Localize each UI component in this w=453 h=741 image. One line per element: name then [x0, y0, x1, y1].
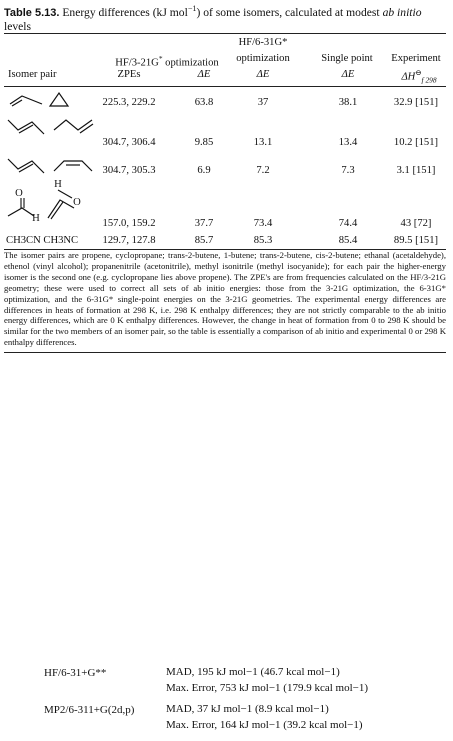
trans-2-butene-structure [6, 116, 48, 138]
row5-zpe: 129.7, 127.8 [102, 235, 156, 246]
row3-exp: 3.1 [151] [396, 165, 436, 176]
header-hf321-group: HF/3-21G* optimization [115, 54, 219, 69]
method-mp2: MP2/6-311+G(2d,p) [44, 704, 135, 716]
header-isomer-pair: Isomer pair [8, 69, 57, 80]
row3-de1: 6.9 [197, 165, 211, 176]
row3-zpe: 304.7, 305.3 [102, 165, 156, 176]
row4-exp: 43 [72] [400, 218, 432, 229]
hf631-mad-line: MAD, 195 kJ mol−1 (46.7 kcal mol−1) [166, 666, 340, 678]
header-hf631-line1: HF/6-31G* [238, 37, 288, 48]
header-delta-e-2: ΔE [256, 69, 270, 80]
trans-2-butene-structure-2 [6, 155, 48, 177]
row1-zpe: 225.3, 229.2 [102, 97, 156, 108]
caption-text: Energy differences (kJ mol [62, 5, 188, 19]
row2-de3: 13.4 [338, 137, 358, 148]
caption-italic: ab initio [382, 5, 422, 19]
ethenol-o-label: O [73, 197, 81, 208]
header-hf631-line2: optimization [236, 53, 290, 64]
caption-text-cont: ) of some isomers, calculated at modest [196, 5, 380, 19]
mp2-mad-line: MAD, 37 kJ mol−1 (8.9 kcal mol−1) [166, 703, 329, 715]
mp2-max-error-line: Max. Error, 164 kJ mol−1 (39.2 kcal mol−1) [166, 719, 363, 731]
row2-zpe: 304.7, 306.4 [102, 137, 156, 148]
row4-zpe: 157.0, 159.2 [102, 218, 156, 229]
row5-exp: 89.5 [151] [393, 235, 439, 246]
caption-unit-exponent: −1 [187, 4, 197, 13]
ethanal-o-label: O [15, 188, 23, 199]
header-single-point: Single point [321, 53, 373, 64]
row4-de3: 74.4 [338, 218, 358, 229]
row3-de2: 7.2 [256, 165, 270, 176]
hf631-max-error-line: Max. Error, 753 kJ mol−1 (179.9 kcal mol−1) [166, 682, 368, 694]
table-label: Table 5.13. [4, 6, 60, 19]
row5-de2: 85.3 [253, 235, 273, 246]
header-experiment: Experiment [391, 53, 441, 64]
row4-de1: 37.7 [194, 218, 214, 229]
header-delta-e-1: ΔE [197, 69, 211, 80]
header-zpes: ZPEs [117, 69, 141, 80]
cis-2-butene-structure [52, 157, 96, 175]
row5-pair: CH3CN CH3NC [6, 235, 79, 246]
ethanal-h-label: H [32, 213, 40, 224]
row1-exp: 32.9 [151] [393, 97, 439, 108]
table-top-rule [4, 33, 446, 34]
footnote-rule [4, 352, 446, 353]
row1-de1: 63.8 [194, 97, 214, 108]
table-caption [4, 2, 446, 34]
ethenol-h-label: H [54, 179, 62, 190]
caption-text-line2: levels [4, 19, 32, 33]
cyclopropane-structure [48, 91, 70, 109]
row1-de2: 37 [257, 97, 269, 108]
row2-exp: 10.2 [151] [393, 137, 439, 148]
header-delta-e-3: ΔE [341, 69, 355, 80]
1-butene-structure [52, 116, 96, 138]
header-delta-h: $\Delta H^⊖_{f 298}$ [401, 68, 437, 85]
row2-de1: 9.85 [194, 137, 214, 148]
row2-de2: 13.1 [253, 137, 273, 148]
row3-de3: 7.3 [341, 165, 355, 176]
propene-structure [8, 92, 44, 108]
table-footnote: The isomer pairs are propene, cyclopropane; trans-2-butene, 1-butene; trans-2-butene, cis-2-butene; ethanal (acetaldehyde), ethenol (vinyl alcohol); propanenitrile (acetonitrile), methyl isonitrile (methyl isocyanide); for each pair the higher-energy isomer is the second one (e.g. cyclopropane lies above propene). The ZPE's are from frequencies calculated on the HF/3-21G geometry; these were used to correct all sets of ab initio energies: those from the 3-21G optimization, the 6-31G* optimization, and the 6-31G* single-point energies on the 3-21G geometries. The experimental energy differences are differences in heats of formation at 298 K, i.e. 298 K enthalpy differences; they are not strictly comparable to the ab initio energy differences, which are 0 K enthalpy differences. However, the change in heat of formation from 0 to 298 K should be similar for the two members of an isomer pair, so the table is essentially a comparison of ab initio and experimental 0 or 298 K enthalpy differences. [4, 250, 446, 348]
row4-de2: 73.4 [253, 218, 273, 229]
method-hf631: HF/6-31+G** [44, 667, 107, 679]
row5-de3: 85.4 [338, 235, 358, 246]
row5-de1: 85.7 [194, 235, 214, 246]
table-header-rule [4, 86, 446, 87]
row1-de3: 38.1 [338, 97, 358, 108]
